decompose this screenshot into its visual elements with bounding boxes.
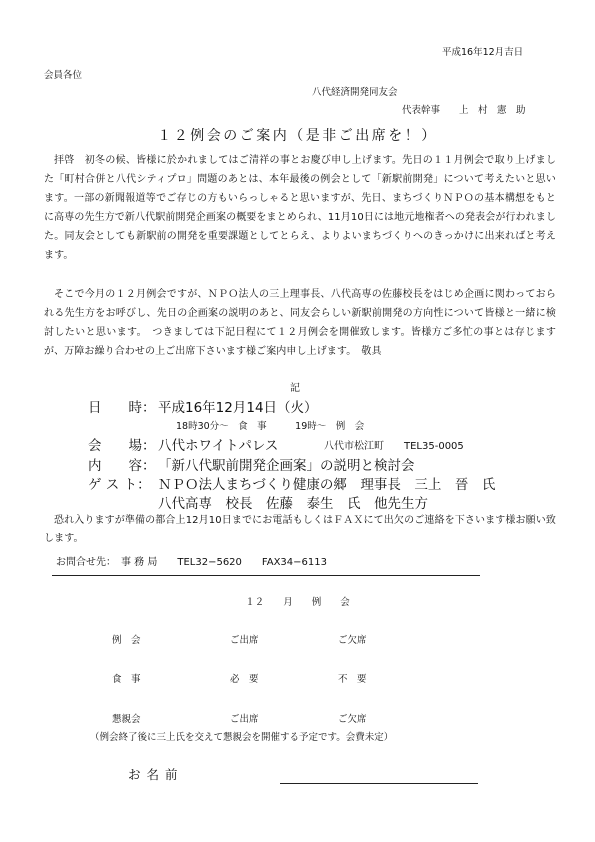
time-schedule: 18時30分～ 食 事 19時～ 例 会 xyxy=(176,421,365,432)
venue-label: 会 場： xyxy=(88,438,156,454)
content-label: 内 容： xyxy=(88,458,156,474)
body-paragraph-1: 拝啓 初冬の候、皆様に於かれましてはご清祥の事とお慶び申し上げます。先日の１１月例会で取り上げました「町村合併と八代シティプロ」問題のあとは、本年最後の例会として「新駅前開発」について考えたいと思います。一部の新聞報道等でご存じの方もいらっしゃると思いますが、先日、まちづくりＮＰＯの基本構想をもとに高専の先生方で新八代駅前開発企画案の概要をまとめられ、11月10日には地元地権者への発表会が行われました。同友会としても新駅前の開発を重要課題としてとらえ、よりよいまちづくりへのきっかけに出来ればと考えます。 xyxy=(44,155,556,261)
date-value: 平成16年12月14日（火） xyxy=(158,400,318,416)
issue-date: 平成16年12月吉日 xyxy=(442,47,524,58)
form-option-party-attend[interactable]: ご出席 xyxy=(230,714,259,725)
form-title: １２ 月 例 会 xyxy=(245,597,350,608)
form-option-attend[interactable]: ご出席 xyxy=(230,635,259,646)
party-note: （例会終了後に三上氏を交えて懇親会を開催する予定です。会費未定） xyxy=(90,732,394,743)
content-value: 「新八代駅前開発企画案」の説明と検討会 xyxy=(158,458,415,474)
venue-address: 八代市松江町 TEL35-0005 xyxy=(324,441,464,452)
form-row-label-party: 懇親会 xyxy=(112,714,141,725)
body-paragraph-2: そこで今月の１２月例会ですが、ＮＰＯ法人の三上理事長、八代高専の佐藤校長をはじめ企画に関わっておられる先生方をお呼びし、先日の企画案の説明のあと、同友会らしい新駅前開発の方向性について皆様と一緒に検討したいと思います。 つきましては下記日程にて１２月例会を開催致します。皆様方ご多忙の事とは存じますが、万障お繰り合わせの上ご出席下さいます様ご案内申し上げます。 敬具 xyxy=(44,289,556,357)
page-title: １２例会のご案内（是非ご出席を！） xyxy=(157,128,438,144)
contact-info: お問合せ先： 事 務 局 TEL32−5620 FAX34−6113 xyxy=(56,557,327,568)
form-row-label-meeting: 例 会 xyxy=(112,635,141,646)
representative: 代表幹事 上 村 憲 助 xyxy=(402,105,526,116)
name-input-line[interactable] xyxy=(280,783,478,784)
form-option-absent[interactable]: ご欠席 xyxy=(338,635,367,646)
date-label: 日 時： xyxy=(88,400,156,416)
form-option-party-absent[interactable]: ご欠席 xyxy=(338,714,367,725)
guest-line-2: 八代高専 校長 佐藤 泰生 氏 他先生方 xyxy=(158,496,428,512)
form-option-needed[interactable]: 必 要 xyxy=(230,674,259,685)
ki-marker: 記 xyxy=(290,383,300,394)
organization-name: 八代経済開発同友会 xyxy=(312,87,398,98)
guest-label: ゲ ス ト： xyxy=(88,477,151,493)
form-option-not-needed[interactable]: 不 要 xyxy=(338,674,367,685)
rsvp-notice: 恐れ入りますが準備の都合上12月10日までにお電話もしくはＦＡＸにて出欠のご連絡を下さいます様お願い致します。 xyxy=(44,515,556,544)
recipient: 会員各位 xyxy=(44,70,83,81)
venue-value: 八代ホワイトパレス xyxy=(158,438,279,454)
divider-line xyxy=(52,575,480,576)
guest-line-1: ＮＰＯ法人まちづくり健康の郷 理事長 三上 晉 氏 xyxy=(158,477,496,493)
name-label: お 名 前 xyxy=(128,767,179,782)
form-row-label-meal: 食 事 xyxy=(112,674,141,685)
